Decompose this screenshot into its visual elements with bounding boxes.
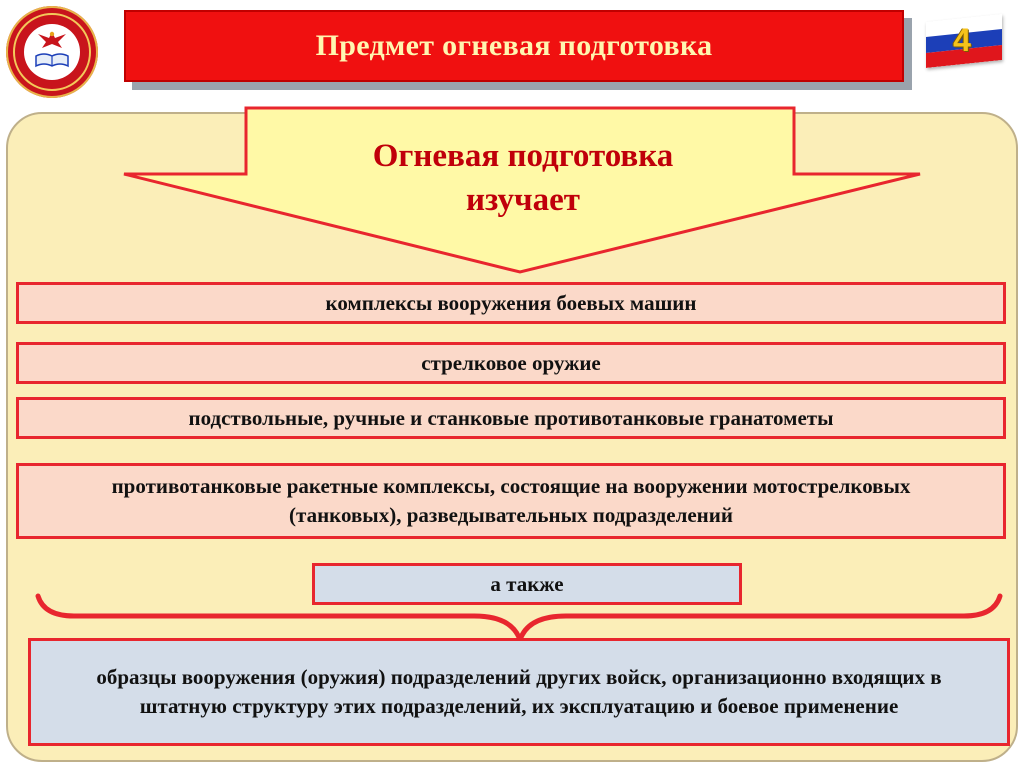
arrow-heading-line2: изучает [465,182,581,218]
arrow-heading [248,134,798,222]
summary-box [28,638,1010,746]
page-title: Предмет огневая подготовка [315,29,713,62]
emblem-logo [6,6,98,98]
summary-text: образцы вооружения (оружия) подразделений других войск, организационно входящих в штатную структуру этих подразделений, их эксплуатацию и боевое применение [96,665,942,718]
list-item [16,342,1006,384]
list-item-text: комплексы вооружения боевых машин [325,290,697,315]
also-label: а также [490,571,564,596]
eagle-icon [36,30,68,50]
title-bar [124,10,904,82]
book-icon [34,52,70,68]
slide-number: 4 [953,22,971,58]
list-item [16,282,1006,324]
list-item-text: стрелковое оружие [421,350,601,375]
list-item [16,463,1006,539]
list-item-text: подствольные, ручные и станковые противотанковые гранатометы [188,405,834,430]
arrow-heading-line1: Огневая подготовка [372,138,674,174]
list-item [16,397,1006,439]
list-item-text: противотанковые ракетные комплексы, состоящие на вооружении мотострелковых (танковых), разведывательных подразделений [111,474,911,527]
